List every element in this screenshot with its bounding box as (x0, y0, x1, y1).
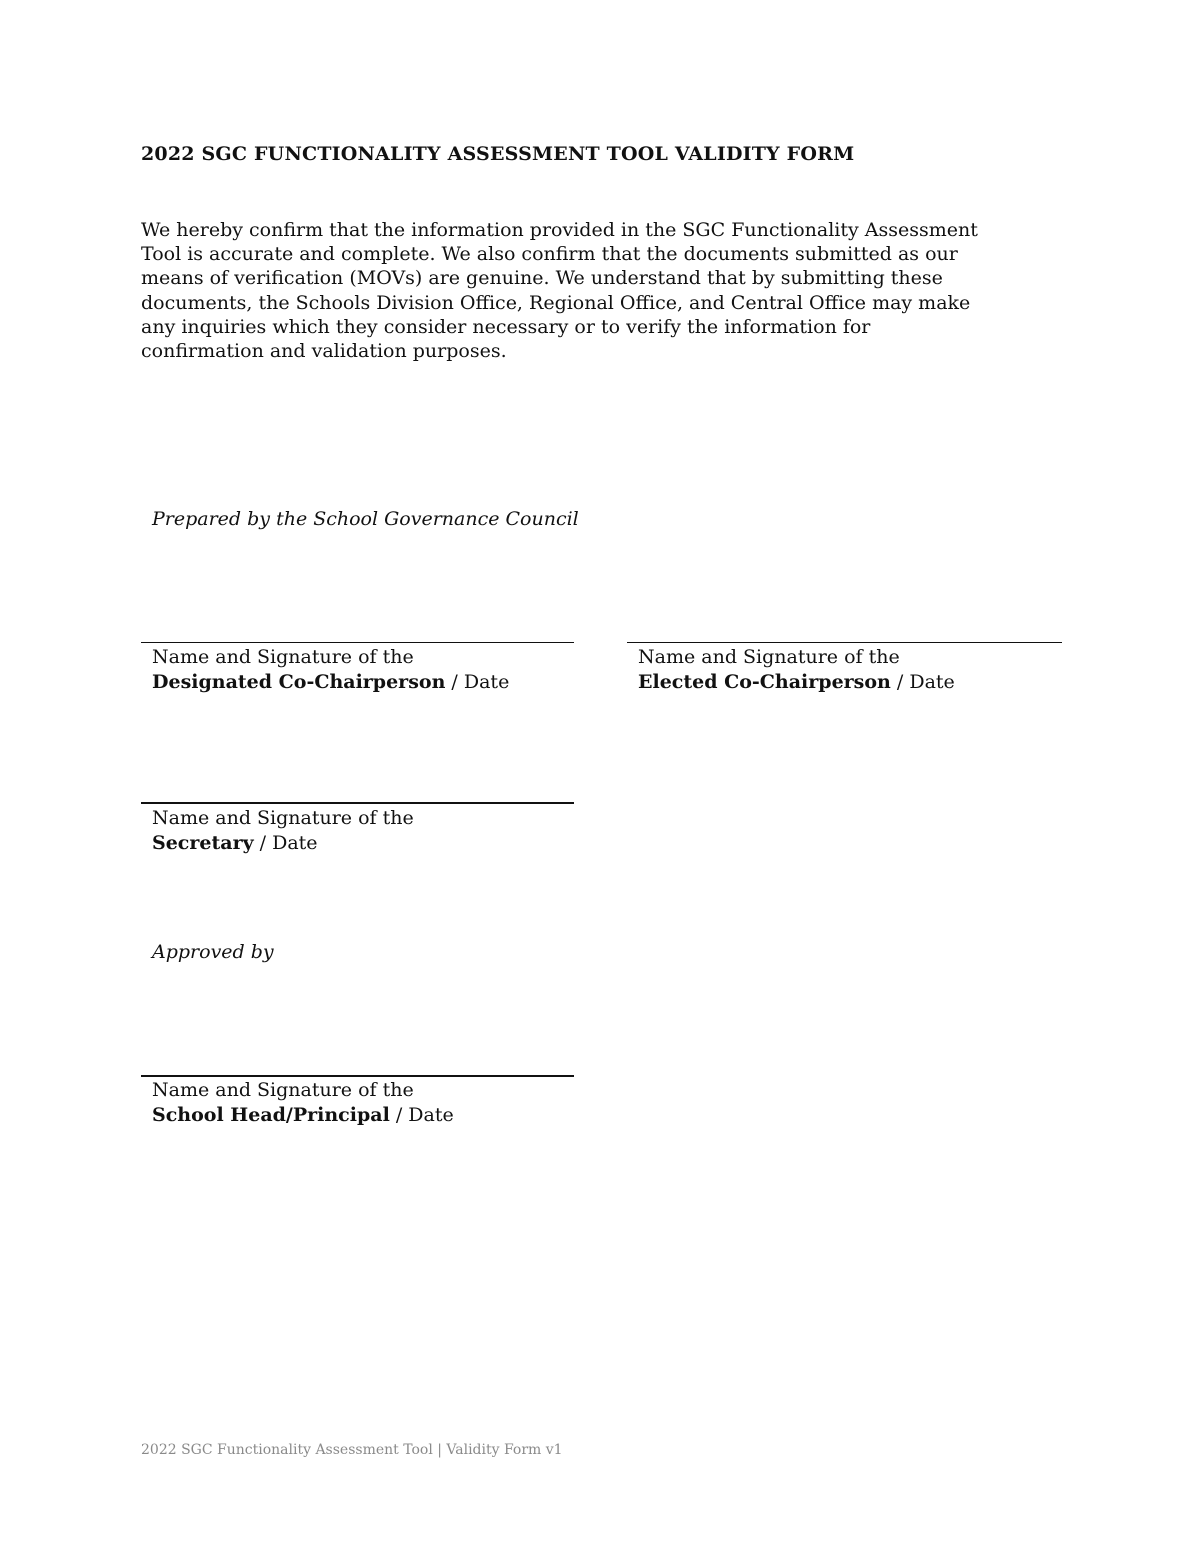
statement-line: confirmation and validation purposes. (141, 340, 507, 363)
signature-date-suffix: / Date (890, 670, 955, 693)
confirmation-statement (141, 218, 1081, 363)
signature-caption: Name and Signature of the (152, 646, 414, 668)
signature-role-row (152, 831, 414, 856)
signature-role-row (152, 670, 509, 695)
statement-line: means of verification (MOVs) are genuine. We understand that by submitting these (141, 267, 943, 290)
school-head-signature-line[interactable] (141, 1075, 574, 1077)
secretary-signature-line[interactable] (141, 802, 574, 804)
elected-signature-line[interactable] (627, 642, 1062, 643)
signature-role: Elected Co-Chairperson (638, 670, 891, 693)
statement-line: We hereby confirm that the information provided in the SGC Functionality Assessment (141, 219, 978, 241)
statement-line: any inquiries which they consider necessary or to verify the information for (141, 315, 871, 338)
designated-signature-line[interactable] (141, 642, 574, 643)
signature-role: School Head/Principal (152, 1103, 390, 1126)
approved-by-label: Approved by (152, 941, 274, 963)
signature-role-row (152, 1103, 454, 1128)
statement-line: documents, the Schools Division Office, Regional Office, and Central Office may make (141, 291, 971, 314)
signature-date-suffix: / Date (445, 670, 510, 693)
statement-line: Tool is accurate and complete. We also confirm that the documents submitted as our (141, 243, 958, 266)
signature-role-row (638, 670, 955, 695)
signature-role: Designated Co-Chairperson (152, 670, 446, 693)
school-head-signature-block (152, 1078, 454, 1127)
signature-date-suffix: / Date (389, 1103, 454, 1126)
form-title: 2022 SGC FUNCTIONALITY ASSESSMENT TOOL VALIDITY FORM (141, 143, 855, 165)
signature-date-suffix: / Date (253, 831, 318, 854)
signature-caption: Name and Signature of the (638, 646, 900, 668)
secretary-signature-block (152, 806, 414, 855)
signature-role: Secretary (152, 831, 254, 854)
elected-signature-block (638, 645, 955, 694)
signature-caption: Name and Signature of the (152, 807, 414, 829)
signature-caption: Name and Signature of the (152, 1079, 414, 1101)
page-footer: 2022 SGC Functionality Assessment Tool | Validity Form v1 (141, 1442, 563, 1458)
designated-signature-block (152, 645, 509, 694)
prepared-by-label: Prepared by the School Governance Council (152, 508, 579, 530)
